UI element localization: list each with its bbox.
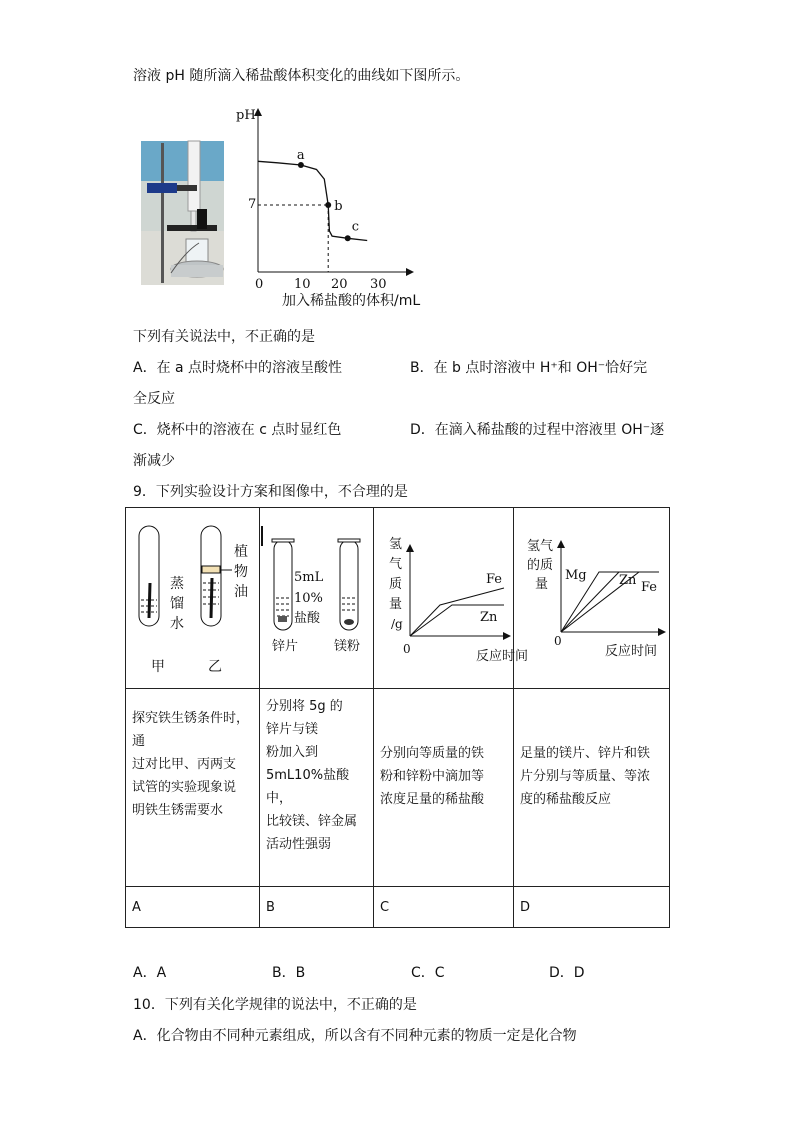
point-label-a: a	[296, 148, 305, 164]
desc-b-line: 分别将 5g 的	[266, 699, 343, 714]
fig-c-cell	[374, 508, 529, 689]
ph-curve-chart	[230, 100, 430, 315]
desc-c	[374, 689, 513, 811]
x-axis-label: 加入稀盐酸的体积/mL	[282, 293, 421, 309]
desc-c-line: 浓度足量的稀盐酸	[380, 792, 485, 807]
fig-a-tube-yi: 乙	[208, 659, 222, 675]
desc-a-line: 明铁生锈需要水	[132, 803, 224, 818]
fig-d-chart	[514, 508, 669, 684]
desc-a-line: 试管的实验现象说	[132, 780, 237, 795]
desc-a-line: 过对比甲、丙两支	[132, 757, 237, 772]
fig-c-fe-label: Fe	[486, 572, 503, 587]
desc-b-line: 5mL10%盐酸中，	[266, 768, 350, 806]
point-b	[325, 202, 331, 208]
desc-b-cell	[260, 689, 374, 887]
fig-d-zn-label: Zn	[619, 573, 637, 588]
desc-d-cell	[514, 689, 670, 887]
q10-stem: 10．下列有关化学规律的说法中，不正确的是	[133, 997, 417, 1013]
fig-b-mg-label: 镁粉	[334, 639, 361, 654]
desc-d	[514, 689, 669, 811]
fig-c-ylabel-1: 氢	[389, 537, 403, 552]
fig-b-cell	[260, 508, 374, 689]
q9-option-a: A．A	[133, 965, 167, 981]
fig-b-zinc-label: 锌片	[272, 639, 299, 654]
fig-d-xlabel: 反应时间	[605, 644, 658, 659]
fig-a-test-tubes	[126, 508, 259, 684]
fig-a-oil-label-3: 油	[234, 584, 248, 600]
fig-a-water-label-3: 水	[170, 616, 184, 632]
desc-b-line: 锌片与镁	[266, 722, 319, 737]
q8-option-b-cont: 全反应	[133, 391, 175, 407]
label-c: C	[374, 887, 514, 928]
fig-c-chart	[374, 508, 529, 684]
fig-d-fe-label: Fe	[641, 580, 658, 595]
fig-b-test-tubes	[260, 508, 373, 684]
fig-c-ylabel-4: 量	[389, 597, 403, 612]
fig-c-zn-label: Zn	[480, 610, 498, 625]
q10-option-a: A．化合物由不同种元素组成，所以含有不同种元素的物质一定是化合物	[133, 1028, 577, 1044]
q8-option-b: B．在 b 点时溶液中 H⁺和 OH⁻恰好完	[410, 360, 648, 376]
q9-option-c: C．C	[411, 965, 445, 981]
fig-a-tube-jia: 甲	[151, 659, 165, 675]
y-tick-7: 7	[248, 197, 257, 212]
desc-a-cell	[126, 689, 260, 887]
q8-option-c: C．烧杯中的溶液在 c 点时显红色	[133, 422, 342, 438]
fig-b-volume-label: 5mL	[294, 570, 324, 585]
q9-table	[125, 507, 670, 928]
label-a: A	[126, 887, 260, 928]
fig-b-acid-label: 盐酸	[294, 611, 321, 626]
fig-d-origin: 0	[554, 634, 562, 648]
q8-option-a: A．在 a 点时烧杯中的溶液呈酸性	[133, 360, 343, 376]
fig-a-water-label-2: 馏	[170, 596, 184, 612]
fig-c-origin: 0	[403, 642, 411, 656]
fig-a-oil-label-1: 植	[234, 544, 248, 560]
point-c	[345, 235, 351, 241]
desc-d-line: 片分别与等质量、等浓	[520, 769, 651, 784]
fig-a-water-label-1: 蒸	[170, 576, 184, 592]
q8-stem: 下列有关说法中，不正确的是	[133, 329, 315, 345]
fig-c-ylabel-3: 质	[389, 577, 403, 592]
desc-c-line: 粉和锌粉中滴加等	[380, 769, 485, 784]
x-tick-30: 30	[370, 277, 387, 292]
fig-c-ylabel-2: 气	[389, 557, 403, 572]
q9-option-b: B．B	[272, 965, 306, 981]
intro-text: 溶液 pH 随所滴入稀盐酸体积变化的曲线如下图所示。	[133, 68, 470, 84]
fig-d-mg-label: Mg	[565, 568, 587, 583]
desc-a-line: 通	[132, 734, 146, 749]
fig-a-oil-label-2: 物	[234, 564, 248, 580]
x-tick-20: 20	[331, 277, 348, 292]
fig-d-ylabel-3: 量	[535, 577, 549, 592]
desc-c-cell	[374, 689, 514, 887]
desc-d-line: 足量的镁片、锌片和铁	[520, 746, 651, 761]
q9-option-d: D．D	[549, 965, 585, 981]
point-label-c: c	[351, 219, 359, 235]
x-tick-10: 10	[294, 277, 311, 292]
titration-apparatus-photo	[141, 141, 224, 285]
q8-option-d-cont: 渐减少	[133, 453, 175, 469]
desc-c-line: 分别向等质量的铁	[380, 746, 485, 761]
label-d: D	[514, 887, 670, 928]
fig-d-cell	[514, 508, 670, 689]
fig-b-concentration-label: 10%	[294, 591, 323, 606]
desc-d-line: 度的稀盐酸反应	[520, 792, 612, 807]
q8-option-d: D．在滴入稀盐酸的过程中溶液里 OH⁻逐	[410, 422, 665, 438]
desc-a	[126, 689, 259, 822]
fig-a-cell	[126, 508, 260, 689]
fig-d-ylabel-1: 氢气	[527, 539, 554, 554]
y-axis-label: pH	[236, 108, 256, 123]
desc-b-line: 粉加入到	[266, 745, 319, 760]
fig-c-ylabel-5: /g	[391, 617, 403, 631]
q9-stem: 9．下列实验设计方案和图像中，不合理的是	[133, 484, 408, 500]
point-label-b: b	[334, 199, 343, 214]
desc-a-line: 探究铁生锈条件时，	[132, 711, 250, 726]
desc-b-line: 活动性强弱	[266, 837, 332, 852]
fig-c-xlabel: 反应时间	[476, 649, 529, 664]
desc-b-line: 比较镁、锌金属	[266, 814, 358, 829]
fig-d-ylabel-2: 的质	[527, 558, 554, 573]
x-tick-0: 0	[255, 277, 264, 292]
desc-b	[260, 689, 373, 856]
label-b: B	[260, 887, 374, 928]
